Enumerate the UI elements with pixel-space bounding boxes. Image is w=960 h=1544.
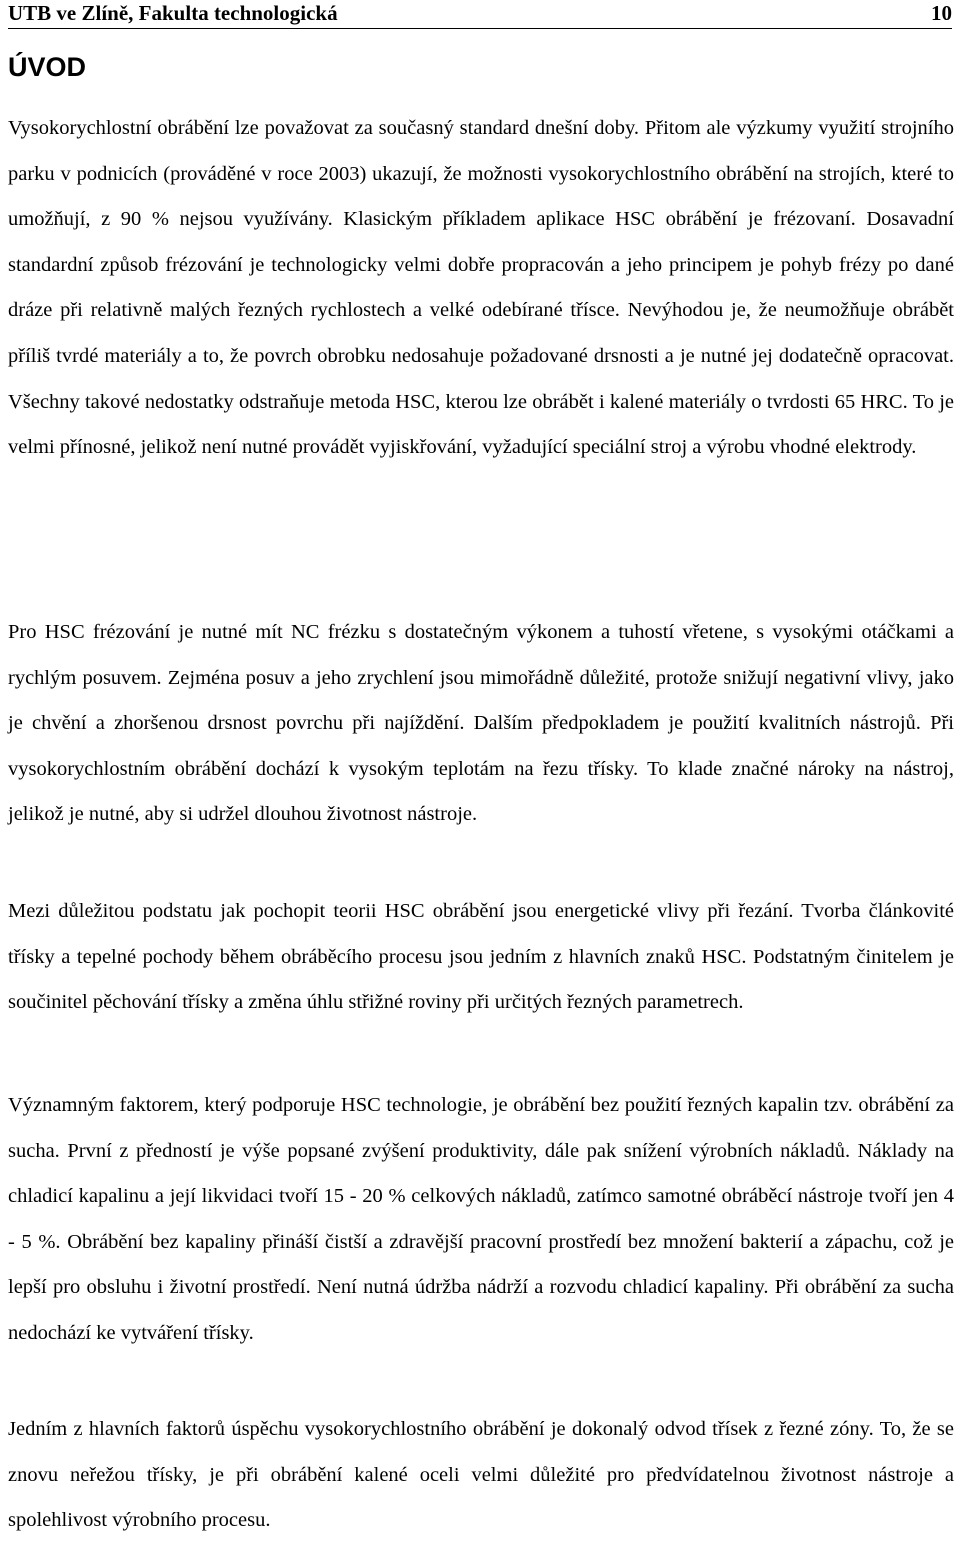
paragraph-2: Pro HSC frézování je nutné mít NC frézku s dostatečným výkonem a tuhostí vřetene, s vysokými otáčkami a rychlým posuvem. Zejména posuv a jeho zrychlení jsou mimořádně důležité, protože snižují negativní vlivy, jako je chvění a zhoršenou drsnost povrchu při najíždění. Dalším předpokladem je použití kvalitních nástrojů. Při vysokorychlostním obrábění dochází k vysokým teplotám na řezu třísky. To klade značné nároky na nástroj, jelikož je nutné, aby si udržel dlouhou životnost nástroje. bbox=[8, 621, 954, 826]
paragraph-1: Vysokorychlostní obrábění lze považovat za současný standard dnešní doby. Přitom ale výzkumy využití strojního parku v podnicích (prováděné v roce 2003) ukazují, že možnosti vysokorychlostního obrábění na strojích, které to umožňují, z 90 % nejsou využívány. Klasickým příkladem aplikace HSC obrábění je frézovaní. Dosavadní standardní způsob frézování je technologicky velmi dobře propracován a jeho principem je pohyb frézy po dané dráze při relativně malých řezných rychlostech a velké odebírané třísce. Nevýhodou je, že neumožňuje obrábět příliš tvrdé materiály a to, že povrch obrobku nedosahuje požadované drsnosti a je nutné jej dodatečně opracovat. Všechny takové nedostatky odstraňuje metoda HSC, kterou lze obrábět i kalené materiály o tvrdosti 65 HRC. To je velmi přínosné, jelikož není nutné provádět vyjiskřování, vyžadující speciální stroj a výrobu vhodné elektrody. bbox=[8, 117, 954, 459]
body-text-2 bbox=[8, 610, 954, 838]
header-institution: UTB ve Zlíně, Fakulta technologická bbox=[8, 1, 338, 25]
body-text bbox=[8, 106, 954, 471]
body-text-3 bbox=[8, 889, 954, 1026]
paragraph-4: Významným faktorem, který podporuje HSC technologie, je obrábění bez použití řezných kapalin tzv. obrábění za sucha. První z předností je výše popsané zvýšení produktivity, dále pak snížení výrobních nákladů. Náklady na chladicí kapalinu a její likvidaci tvoří 15 - 20 % celkových nákladů, zatímco samotné obráběcí nástroje tvoří jen 4 - 5 %. Obrábění bez kapaliny přináší čistší a zdravější pracovní prostředí bez množení bakterií a zápachu, což je lepší pro obsluhu i životní prostředí. Není nutná údržba nádrží a rozvodu chladicí kapaliny. Při obrábění za sucha nedochází ke vytváření třísky. bbox=[8, 1094, 954, 1344]
paragraph-5: Jedním z hlavních faktorů úspěchu vysokorychlostního obrábění je dokonalý odvod třísek z řezné zóny. To, že se znovu neřežou třísky, je při obrábění kalené oceli velmi důležité pro předvídatelnou životnost nástroje a spolehlivost výrobního procesu. bbox=[8, 1418, 954, 1532]
page-header bbox=[8, 0, 952, 29]
paragraph-3: Mezi důležitou podstatu jak pochopit teorii HSC obrábění jsou energetické vlivy při řezání. Tvorba článkovité třísky a tepelné pochody během obráběcího procesu jsou jedním z hlavních znaků HSC. Podstatným činitelem je součinitel pěchování třísky a změna úhlu střižné roviny při určitých řezných parametrech. bbox=[8, 900, 954, 1014]
page-number: 10 bbox=[931, 1, 952, 25]
body-text-4 bbox=[8, 1083, 954, 1357]
body-text-5 bbox=[8, 1407, 954, 1544]
chapter-title: ÚVOD bbox=[8, 52, 87, 82]
